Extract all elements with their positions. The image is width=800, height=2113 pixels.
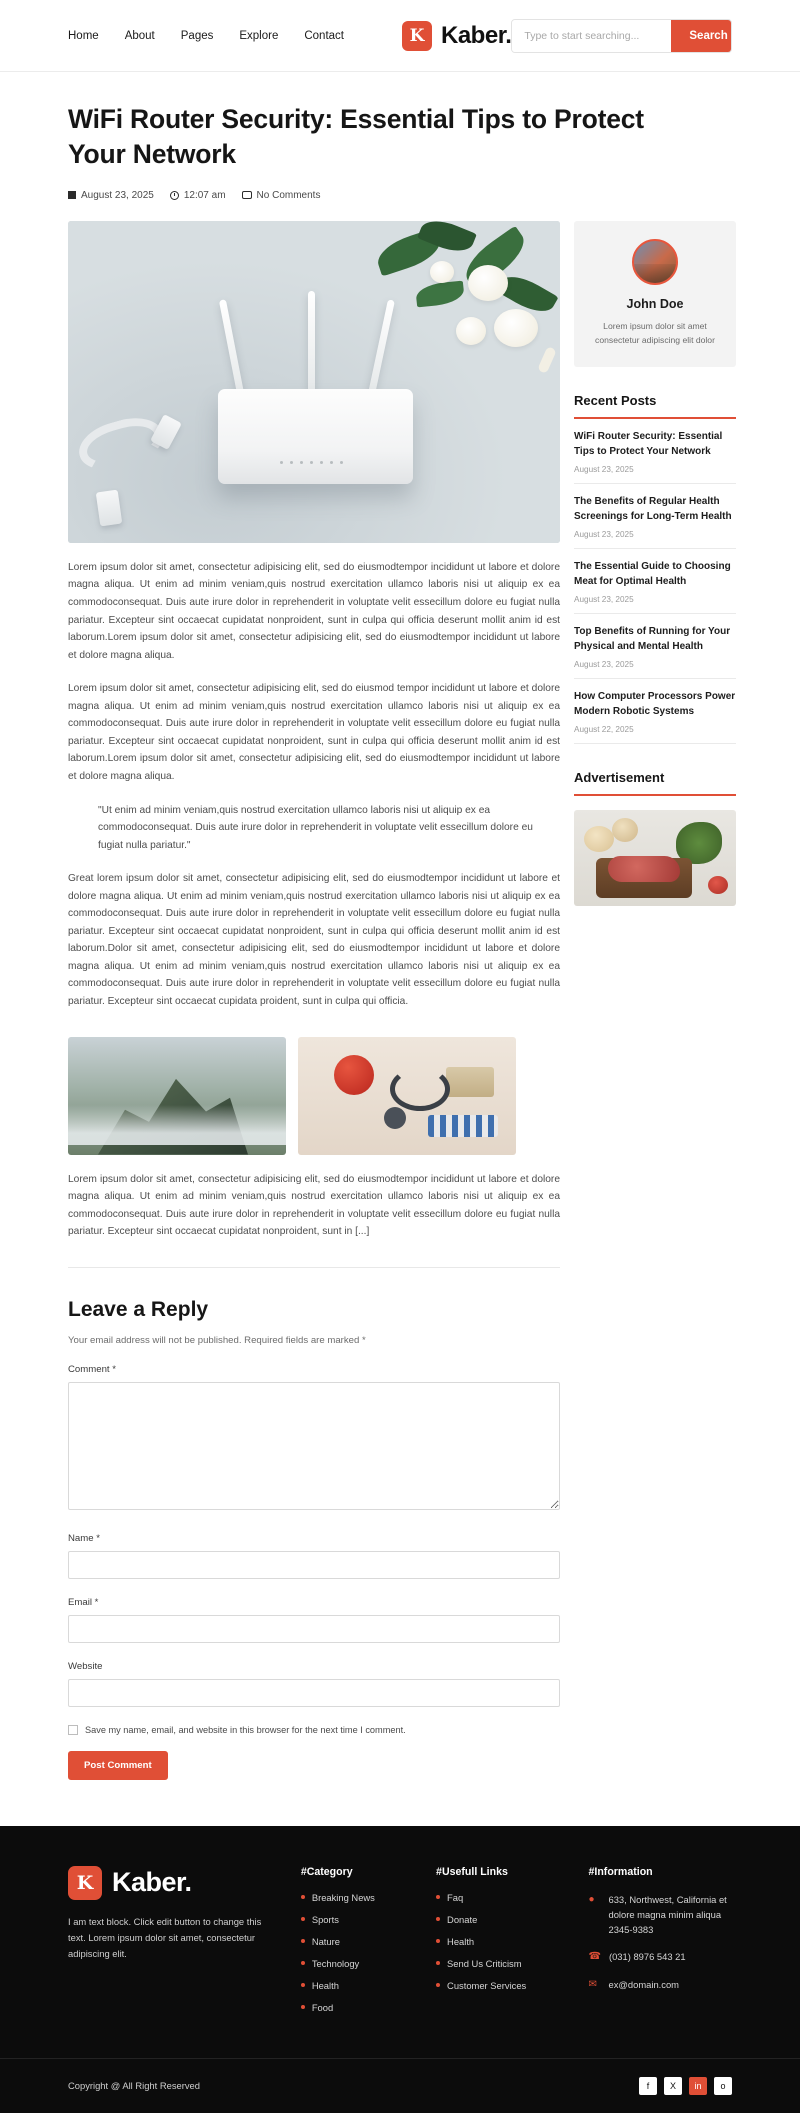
post-time-text: 12:07 am (183, 189, 226, 201)
logo-icon: K (402, 21, 432, 51)
name-label: Name * (68, 1532, 100, 1544)
recent-posts-heading: Recent Posts (574, 393, 736, 419)
footer-logo-icon: K (68, 1866, 102, 1900)
footer-description: I am text block. Click edit button to change this text. Lorem ipsum dolor sit amet, consectetur adipiscing elit. (68, 1915, 262, 1959)
footer-information-title: #Information (588, 1865, 653, 1878)
recent-post-item[interactable] (574, 419, 736, 484)
footer-link-donate[interactable] (436, 1914, 558, 1925)
bullet-icon (436, 1895, 440, 1899)
footer-link-faq[interactable] (436, 1892, 558, 1903)
footer-link-nature[interactable] (301, 1936, 406, 1947)
post-meta (68, 190, 732, 201)
post-header (0, 72, 800, 201)
footer-link-label: Health (447, 1935, 475, 1947)
recent-post-title[interactable]: The Benefits of Regular Health Screenings for Long-Term Health (574, 496, 732, 522)
footer-link-label: Customer Services (447, 1979, 527, 1991)
post-comments-text: No Comments (256, 189, 321, 201)
email-input[interactable] (68, 1615, 560, 1643)
recent-post-item[interactable] (574, 484, 736, 549)
content-divider (68, 1267, 560, 1268)
footer-link-label: Technology (311, 1957, 360, 1969)
main-column (68, 221, 560, 1268)
site-footer (0, 1826, 800, 2058)
post-paragraph-1: Lorem ipsum dolor sit amet, consectetur adipisicing elit, sed do eiusmodtempor incididunt ut labore et dolore magna aliqua. Ut enim ad minim veniam,quis nostrud exercitation ullamco laboris nisi ut aliquip ex ea commodoconsequat. Duis aute irure dolor in reprehenderit in voluptate velit essecillum dolore eu fugiat nulla pariatur. Excepteur sint occaecat cupidatat nonproident, sunt in culpa qui officia deserunt mollit anim id est laborum.Lorem ipsum dolor sit amet, consectetur adipisicing elit, sed do eiusmodtempor incididunt ut labore et dolore magna aliqua. (68, 561, 560, 661)
footer-category-title: #Category (300, 1865, 353, 1878)
image-mountain (68, 1037, 286, 1155)
bullet-icon (436, 1939, 440, 1943)
recent-post-date: August 23, 2025 (574, 530, 634, 540)
nav-item-explore[interactable]: Explore (239, 29, 279, 42)
primary-nav (68, 30, 344, 42)
inline-image-row (68, 1037, 560, 1155)
footer-useful-links-column (436, 1866, 558, 2024)
ethernet-cable (78, 411, 198, 541)
recent-post-date: August 22, 2025 (574, 725, 634, 735)
search-bar (511, 19, 732, 53)
footer-email[interactable] (589, 1977, 733, 1993)
footer-link-breaking-news[interactable] (301, 1892, 406, 1903)
bullet-icon (301, 1983, 305, 1987)
nav-item-contact[interactable]: Contact (304, 29, 344, 42)
footer-link-health[interactable] (436, 1936, 558, 1947)
author-card (574, 221, 736, 367)
site-header (0, 0, 800, 72)
image-health (298, 1037, 516, 1155)
clock-icon (170, 191, 179, 200)
checkbox-icon[interactable] (68, 1725, 78, 1735)
save-info-label: Save my name, email, and website in this browser for the next time I comment. (85, 1724, 406, 1735)
footer-link-label: Sports (311, 1913, 339, 1925)
comment-textarea[interactable] (68, 1382, 560, 1510)
page-title: WiFi Router Security: Essential Tips to Protect Your Network (68, 104, 644, 169)
name-input[interactable] (68, 1551, 560, 1579)
content-area (0, 201, 800, 1268)
form-note: Your email address will not be published. Required fields are marked * (68, 1334, 366, 1346)
post-paragraph-3: Great lorem ipsum dolor sit amet, consectetur adipisicing elit, sed do eiusmodtempor incididunt ut labore et dolore magna aliqua. Ut enim ad minim veniam,quis nostrud exercitation ullamco laboris nisi ut aliquip ex ea commodoconsequat. Duis aute irure dolor in reprehenderit in voluptate velit essecillum dolore eu fugiat nulla pariatur. Excepteur sint occaecat cupidatat nonproident, sunt in culpa qui officia deserunt mollit anim id est laborum.Dolor sit amet, consectetur adipisicing elit, sed do eiusmodtempor incididunt ut labore et dolore magna aliqua. Ut enim ad minim veniam,quis nostrud exercitation ullamco laboris nisi ut aliquip ex ea commodoconsequat. Duis aute irure dolor in reprehenderit in voluptate velit essecillum dolore eu fugiat nulla pariatur. Excepteur sint occaecat cupidata proident, sunt in culpa qui officia. (68, 873, 560, 1007)
bullet-icon (301, 1895, 305, 1899)
social-links (639, 2077, 732, 2095)
author-description: Lorem ipsum dolor sit amet consectetur adipiscing elit dolor (595, 320, 715, 346)
footer-link-label: Food (311, 2001, 334, 2013)
footer-link-label: Faq (447, 1891, 464, 1903)
footer-phone-text: (031) 8976 543 21 (608, 1950, 686, 1962)
recent-post-title[interactable]: WiFi Router Security: Essential Tips to Protect Your Network (574, 431, 723, 457)
comment-form (0, 1298, 800, 1780)
copyright-bar (0, 2058, 800, 2113)
footer-link-health[interactable] (301, 1980, 406, 1991)
comment-icon (242, 191, 252, 199)
bullet-icon (301, 2005, 305, 2009)
nav-item-pages[interactable]: Pages (180, 29, 214, 42)
antenna-center (308, 291, 315, 395)
recent-post-date: August 23, 2025 (574, 465, 634, 475)
search-input[interactable] (512, 20, 671, 52)
instagram-icon[interactable]: in (689, 2077, 707, 2095)
search-button[interactable]: Search (671, 19, 732, 53)
save-info-checkbox-row[interactable] (68, 1725, 732, 1735)
post-paragraph-4: Lorem ipsum dolor sit amet, consectetur adipisicing elit, sed do eiusmodtempor incididunt ut labore et dolore magna aliqua. Ut enim ad minim veniam,quis nostrud exercitation ullamco laboris nisi ut aliquip ex ea commodoconsequat. Duis aute irure dolor in reprehenderit in voluptate velit essecillum dolore eu fugiat nulla pariatur. Excepteur sint occaecat cupidatat nonproident, sunt in [...] (68, 1173, 560, 1238)
bullet-icon (436, 1961, 440, 1965)
footer-brand-name: Kaber. (112, 1867, 192, 1898)
advertisement-image[interactable] (574, 810, 736, 906)
footer-link-label: Breaking News (311, 1891, 375, 1903)
footer-link-label: Health (311, 1979, 339, 1991)
website-input[interactable] (68, 1679, 560, 1707)
brand-name: Kaber. (441, 21, 512, 49)
bullet-icon (301, 1961, 305, 1965)
hero-image-router (68, 221, 560, 543)
footer-category-column (301, 1866, 406, 2024)
recent-post-item[interactable] (574, 549, 736, 614)
leave-reply-heading: Leave a Reply (68, 1297, 209, 1321)
site-logo[interactable] (402, 21, 511, 51)
flower-decoration (360, 221, 560, 396)
copyright-text: Copyright @ All Right Reserved (68, 2080, 200, 2092)
post-time (170, 190, 226, 201)
router-leds (280, 461, 343, 464)
bullet-icon (301, 1917, 305, 1921)
location-pin-icon: ● (588, 1893, 595, 1905)
footer-email-text: ex@domain.com (608, 1978, 679, 1990)
post-blockquote: "Ut enim ad minim veniam,quis nostrud exercitation ullamco laboris nisi ut aliquip ex ea commodoconsequat. Duis aute irure dolor in reprehenderit in voluptate velit essecillum dolore eu fugiat nulla pariatur." (98, 804, 533, 851)
calendar-icon (68, 191, 76, 199)
nav-item-home[interactable]: Home (68, 29, 99, 42)
bullet-icon (436, 1917, 440, 1921)
bullet-icon (436, 1983, 440, 1987)
author-name: John Doe (626, 296, 684, 311)
post-date (68, 190, 154, 201)
footer-link-label: Nature (311, 1935, 340, 1947)
envelope-icon: ✉ (588, 1978, 597, 1990)
footer-link-label: Send Us Criticism (447, 1957, 522, 1969)
comment-label: Comment * (68, 1363, 116, 1375)
linkedin-icon[interactable]: o (714, 2077, 732, 2095)
footer-link-customer-services[interactable] (436, 1980, 558, 1991)
router-body (218, 389, 413, 484)
nav-item-about[interactable]: About (124, 29, 155, 42)
footer-brand-block (68, 1866, 271, 2024)
post-paragraph-2: Lorem ipsum dolor sit amet, consectetur adipisicing elit, sed do eiusmod tempor incididunt ut labore et dolore magna aliqua. Ut enim ad minim veniam,quis nostrud exercitation ullamco laboris nisi ut aliquip ex ea commodoconsequat. Duis aute irure dolor in reprehenderit in voluptate velit essecillum dolore eu fugiat nulla pariatur. Excepteur sint occaecat cupidatat nonproident, sunt in culpa qui officia deserunt mollit anim id est laborum.Lorem ipsum dolor sit amet, consectetur adipisicing elit, sed do eiusmodtempor incididunt ut labore et dolore magna aliqua. (68, 683, 560, 782)
recent-post-date: August 23, 2025 (574, 660, 634, 670)
sidebar (574, 221, 736, 906)
footer-link-food[interactable] (301, 2002, 406, 2013)
avatar (632, 239, 678, 285)
facebook-icon[interactable]: f (639, 2077, 657, 2095)
recent-post-item[interactable] (574, 614, 736, 679)
footer-phone[interactable] (589, 1949, 733, 1965)
footer-address-text: 633, Northwest, California et dolore magna minim aliqua 2345-9383 (608, 1893, 727, 1935)
footer-link-label: Donate (447, 1913, 478, 1925)
footer-link-sports[interactable] (301, 1914, 406, 1925)
post-comment-button[interactable]: Post Comment (68, 1751, 168, 1780)
footer-information-column (589, 1866, 733, 2024)
recent-post-title[interactable]: Top Benefits of Running for Your Physical and Mental Health (574, 626, 731, 652)
post-comments (242, 190, 321, 201)
website-label: Website (68, 1660, 103, 1672)
footer-useful-title: #Usefull Links (436, 1865, 508, 1878)
post-date-text: August 23, 2025 (81, 189, 154, 201)
footer-link-technology[interactable] (301, 1958, 406, 1969)
recent-post-title[interactable]: How Computer Processors Power Modern Robotic Systems (574, 691, 736, 717)
recent-post-item[interactable] (574, 679, 736, 744)
footer-address (589, 1892, 733, 1937)
footer-link-send-us-criticism[interactable] (436, 1958, 558, 1969)
advertisement-heading: Advertisement (574, 770, 736, 796)
email-label: Email * (68, 1596, 99, 1608)
phone-icon: ☎ (588, 1950, 601, 1962)
recent-post-title[interactable]: The Essential Guide to Choosing Meat for Optimal Health (574, 561, 731, 587)
bullet-icon (301, 1939, 305, 1943)
twitter-x-icon[interactable]: X (664, 2077, 682, 2095)
recent-post-date: August 23, 2025 (574, 595, 634, 605)
